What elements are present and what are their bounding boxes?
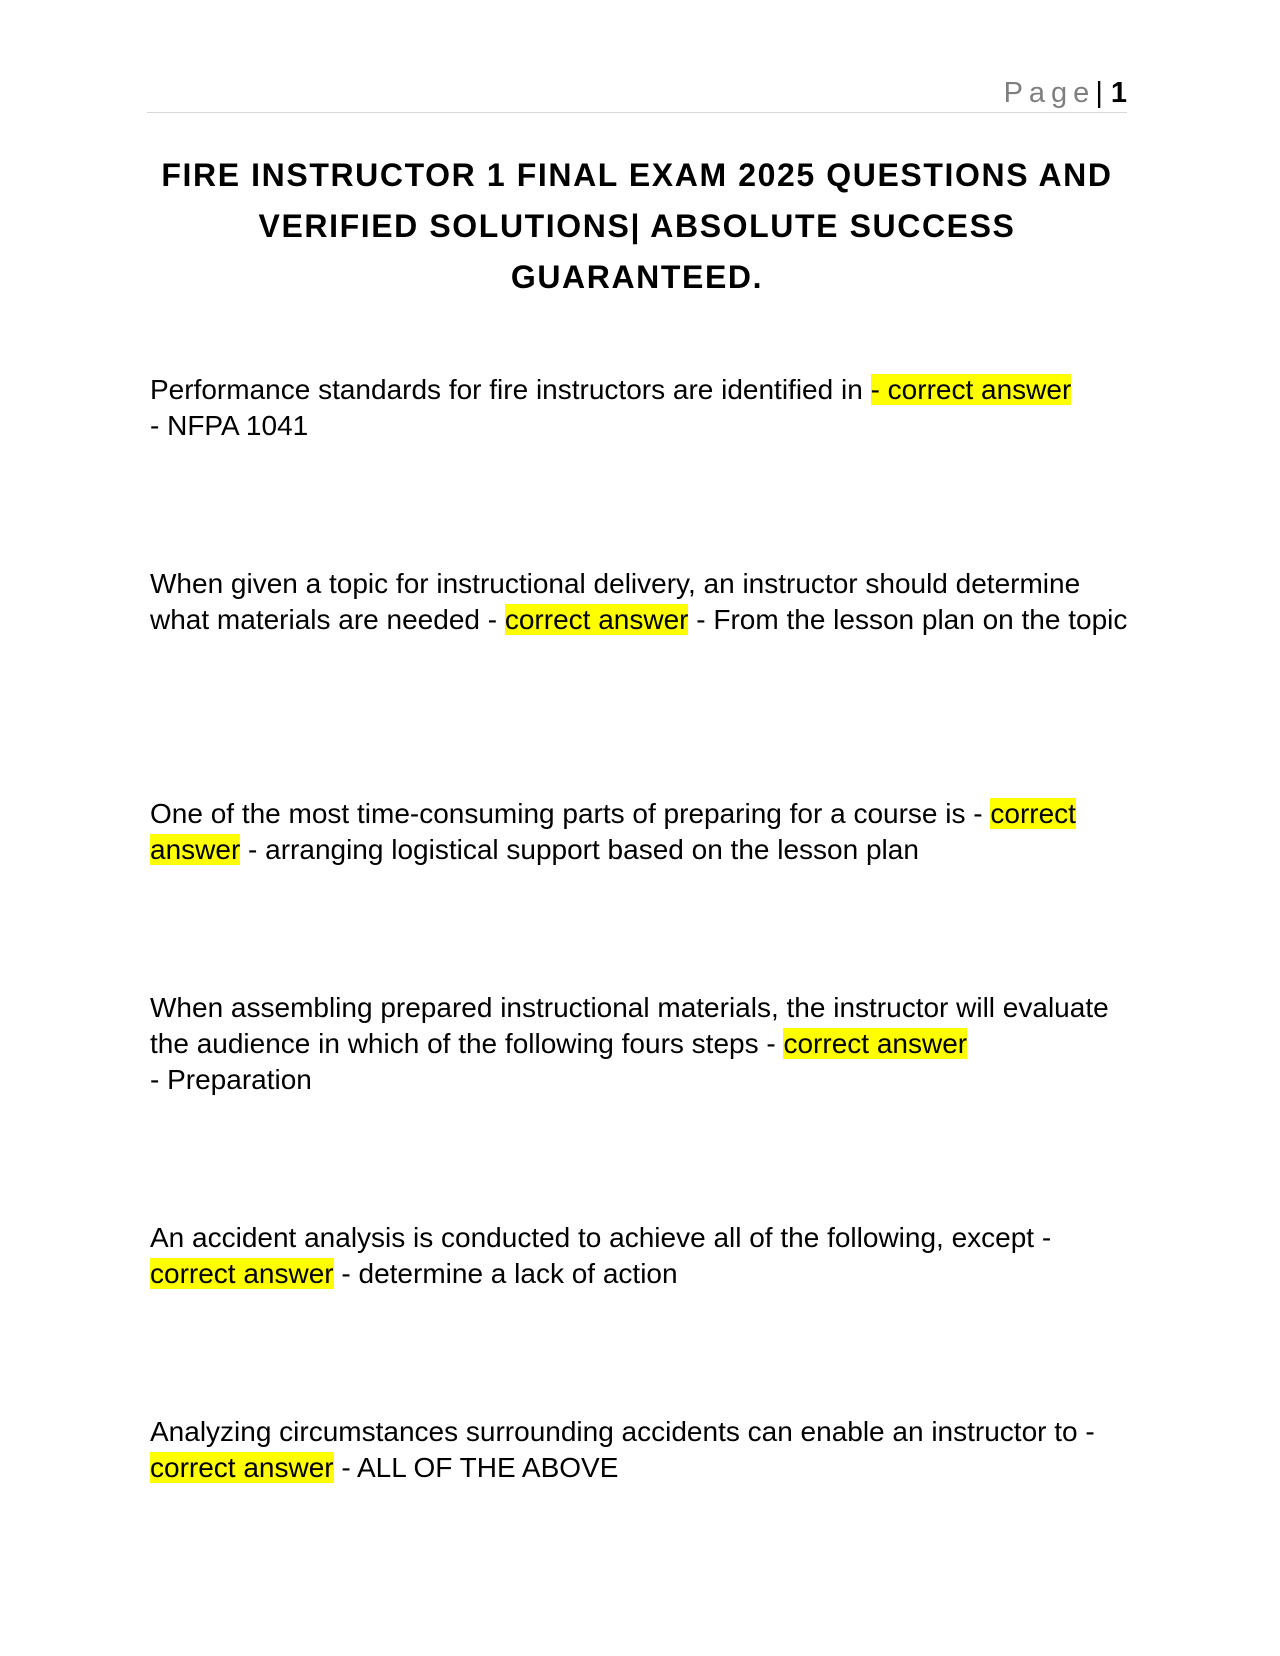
page-label: Page: [1003, 77, 1096, 109]
page-number-value: 1: [1110, 77, 1127, 109]
qa-item: [150, 796, 1135, 868]
answer-text: - Preparation: [150, 1064, 312, 1095]
correct-answer-marker: - correct answer: [870, 374, 1072, 405]
question-text: When given a topic for instructional delivery, an instructor should determine what materials are needed -: [150, 568, 1081, 635]
answer-text: - NFPA 1041: [150, 410, 309, 441]
qa-item: [150, 1220, 1135, 1292]
document-title: FIRE INSTRUCTOR 1 FINAL EXAM 2025 QUESTIONS AND VERIFIED SOLUTIONS| ABSOLUTE SUCCESS GUARANTEED.: [161, 157, 1113, 295]
answer-text: - ALL OF THE ABOVE: [333, 1452, 619, 1483]
question-text: When assembling prepared instructional materials, the instructor will evaluate the audience in which of the following fours steps -: [150, 992, 1109, 1059]
question-text: Analyzing circumstances surrounding accidents can enable an instructor to -: [150, 1416, 1095, 1447]
answer-text: - determine a lack of action: [333, 1258, 678, 1289]
correct-answer-marker: correct answer: [150, 798, 1076, 865]
question-text: Performance standards for fire instructors are identified in: [150, 374, 871, 405]
qa-item: [150, 990, 1135, 1098]
qa-item: [150, 372, 1135, 444]
page-header: [147, 72, 1127, 113]
answer-text: - arranging logistical support based on the lesson plan: [240, 834, 919, 865]
correct-answer-marker: correct answer: [150, 1258, 334, 1289]
correct-answer-marker: correct answer: [783, 1028, 968, 1059]
question-text: An accident analysis is conducted to achieve all of the following, except -: [150, 1222, 1052, 1253]
question-text: One of the most time-consuming parts of preparing for a course is -: [150, 798, 991, 829]
answer-text: - From the lesson plan on the topic: [688, 604, 1128, 635]
correct-answer-marker: correct answer: [150, 1452, 334, 1483]
qa-item: [150, 566, 1135, 638]
qa-item: [150, 1414, 1135, 1486]
page-separator: |: [1095, 77, 1103, 109]
page-number: [1004, 76, 1127, 110]
correct-answer-marker: correct answer: [504, 604, 689, 635]
